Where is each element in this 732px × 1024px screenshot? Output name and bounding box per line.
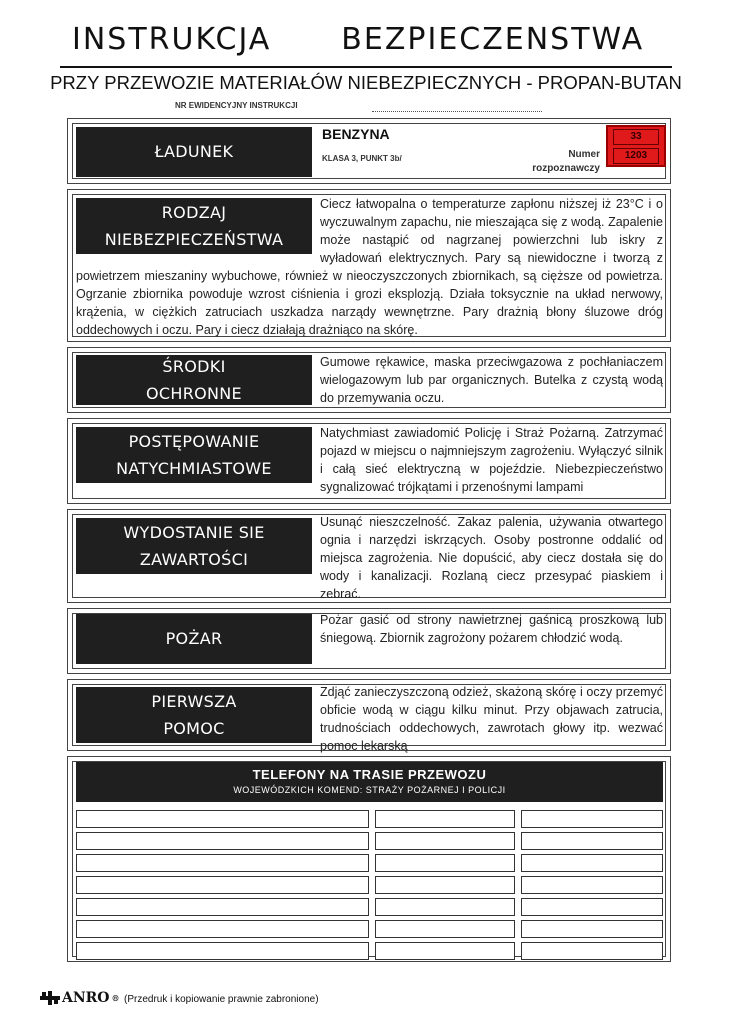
phone-row — [76, 898, 663, 916]
phone-fire-field[interactable] — [375, 854, 515, 872]
hazard-type-label-line1: RODZAJ — [161, 202, 227, 222]
anro-logo-mark — [40, 991, 60, 1005]
document-subtitle: PRZY PRZEWOZIE MATERIAŁÓW NIEBEZPIECZNYCH - PROPAN-BUTAN — [50, 72, 682, 93]
phone-location-field[interactable] — [76, 920, 369, 938]
spill-label — [76, 518, 312, 574]
phones-title: TELEFONY NA TRASIE PRZEWOZU — [252, 767, 487, 782]
phone-police-field[interactable] — [521, 898, 663, 916]
cargo-name: BENZYNA — [322, 126, 390, 142]
hazard-type-text: Ciecz łatwopalna o temperaturze zapłonu niższej iż 23°C i o wyczuwalnym zapachu, nie mieszająca się z wodą. Zapalenie może nastąpić od nagrzanej powierzchni lub iskry z wyładowań elektrycznych. Pary są niewidoczne i tworzą z powietrzem mieszaniny wybuchowe, również w nieoczyszczonych zbiornikach, są cięższe od powietrza. Ogrzanie zbiornika powoduje wzrost ciśnienia i grozi eksplozją. Działa toksycznie na układ nerwowy, krążenia, w ciężkich zatruciach uszkadza narządy wewnętrzne. Pary drażnią błony śluzowe dróg oddechowych i oczu. Pary i ciecz działają drażniąco na skórę. — [76, 197, 663, 337]
phone-row — [76, 876, 663, 894]
protective-measures-label-line1: ŚRODKI — [162, 356, 226, 376]
phone-fire-field[interactable] — [375, 876, 515, 894]
immediate-action-label-line2: NATYCHMIASTOWE — [116, 459, 272, 478]
phone-police-field[interactable] — [521, 876, 663, 894]
document-title — [60, 22, 672, 68]
immediate-action-text: Natychmiast zawiadomić Policję i Straż Pożarną. Zatrzymać pojazd w miejscu o najmniejszym zagrożeniu. Wyłączyć silnik i całą sieć elektryczną w pojeździe. Niebezpieczeństwo sygnalizować trójkątami i przenośnymi lampami — [320, 426, 663, 494]
phone-police-field[interactable] — [521, 810, 663, 828]
phone-row — [76, 832, 663, 850]
identification-number-label — [500, 148, 600, 176]
phone-row — [76, 920, 663, 938]
phone-table — [76, 810, 663, 964]
spill-label-line2: ZAWARTOŚCI — [139, 550, 249, 569]
fire-label — [76, 614, 312, 664]
immediate-action-label-line1: POSTĘPOWANIE — [128, 431, 260, 451]
registered-mark: ® — [111, 993, 120, 1003]
hazard-plate — [606, 125, 666, 167]
phone-fire-field[interactable] — [375, 942, 515, 960]
phone-location-field[interactable] — [76, 898, 369, 916]
phone-row — [76, 942, 663, 960]
protective-measures-label — [76, 355, 312, 405]
protective-measures-text: Gumowe rękawice, maska przeciwgazowa z pochłaniaczem wielogazowym lub par organicznych. Butelka z czystą wodą do przemywania oczu. — [320, 355, 663, 405]
phone-location-field[interactable] — [76, 854, 369, 872]
phone-fire-field[interactable] — [375, 920, 515, 938]
first-aid-label — [76, 687, 312, 743]
un-number: 1203 — [613, 148, 659, 164]
cargo-label — [76, 127, 312, 177]
phone-location-field[interactable] — [76, 942, 369, 960]
phone-fire-field[interactable] — [375, 832, 515, 850]
phone-row — [76, 854, 663, 872]
instruction-number-label: NR EWIDENCYJNY INSTRUKCJI — [175, 101, 298, 110]
phones-subtitle: WOJEWÓDZKICH KOMEND: STRAŻY POŻARNEJ I POLICJI — [233, 785, 506, 795]
first-aid-text: Zdjąć zanieczyszczoną odzież, skażoną skórę i oczy przemyć obficie wodą w ciągu kilku minut. Przy objawach zatrucia, trudnościach oddechowych, zawrotach głowy itp. wezwać pomoc lekarską — [320, 685, 663, 753]
spill-label-line1: WYDOSTANIE SIE — [123, 522, 265, 542]
immediate-action-label — [76, 427, 312, 483]
hazard-type-label-line2: NIEBEZPIECZEŃSTWA — [104, 230, 284, 249]
instruction-number-field[interactable] — [372, 111, 542, 112]
numer-label-line2: rozpoznawczy — [532, 163, 600, 174]
phone-row — [76, 810, 663, 828]
phone-location-field[interactable] — [76, 876, 369, 894]
cargo-class: KLASA 3, PUNKT 3b/ — [322, 154, 402, 163]
fire-text: Pożar gasić od strony nawietrznej gaśnicą proszkową lub śniegową. Zbiornik zagrożony pożarem chłodzić wodą. — [320, 613, 663, 645]
first-aid-label-line2: POMOC — [163, 719, 225, 738]
title-part-1: INSTRUKCJA — [72, 22, 272, 57]
protective-measures-label-line2: OCHRONNE — [146, 384, 242, 403]
phone-fire-field[interactable] — [375, 898, 515, 916]
cargo-label-text: ŁADUNEK — [154, 142, 234, 162]
first-aid-label-line1: PIERWSZA — [151, 691, 237, 711]
title-part-2: BEZPIECZENSTWA — [341, 22, 645, 57]
phone-police-field[interactable] — [521, 920, 663, 938]
phone-police-field[interactable] — [521, 942, 663, 960]
anro-logo — [40, 990, 120, 1006]
phone-police-field[interactable] — [521, 854, 663, 872]
hazard-number: 33 — [613, 129, 659, 145]
phones-header — [76, 762, 663, 802]
fire-label-line1: POŻAR — [165, 629, 223, 649]
phone-fire-field[interactable] — [375, 810, 515, 828]
spill-text: Usunąć nieszczelność. Zakaz palenia, używania otwartego ognia i narzędzi iskrzących. Osoby postronne oddalić od miejsca zagrożenia. Nie dopuścić, aby ciecz dostała się do wody i kanalizacji. Rozlaną ciecz przesypać piaskiem i zebrać. — [320, 515, 663, 601]
copyright-note: (Przedruk i kopiowanie prawnie zabronione) — [124, 994, 319, 1005]
logo-text: ANRO — [62, 990, 110, 1006]
phone-police-field[interactable] — [521, 832, 663, 850]
phone-location-field[interactable] — [76, 832, 369, 850]
numer-label-line1: Numer — [568, 149, 600, 160]
phone-location-field[interactable] — [76, 810, 369, 828]
